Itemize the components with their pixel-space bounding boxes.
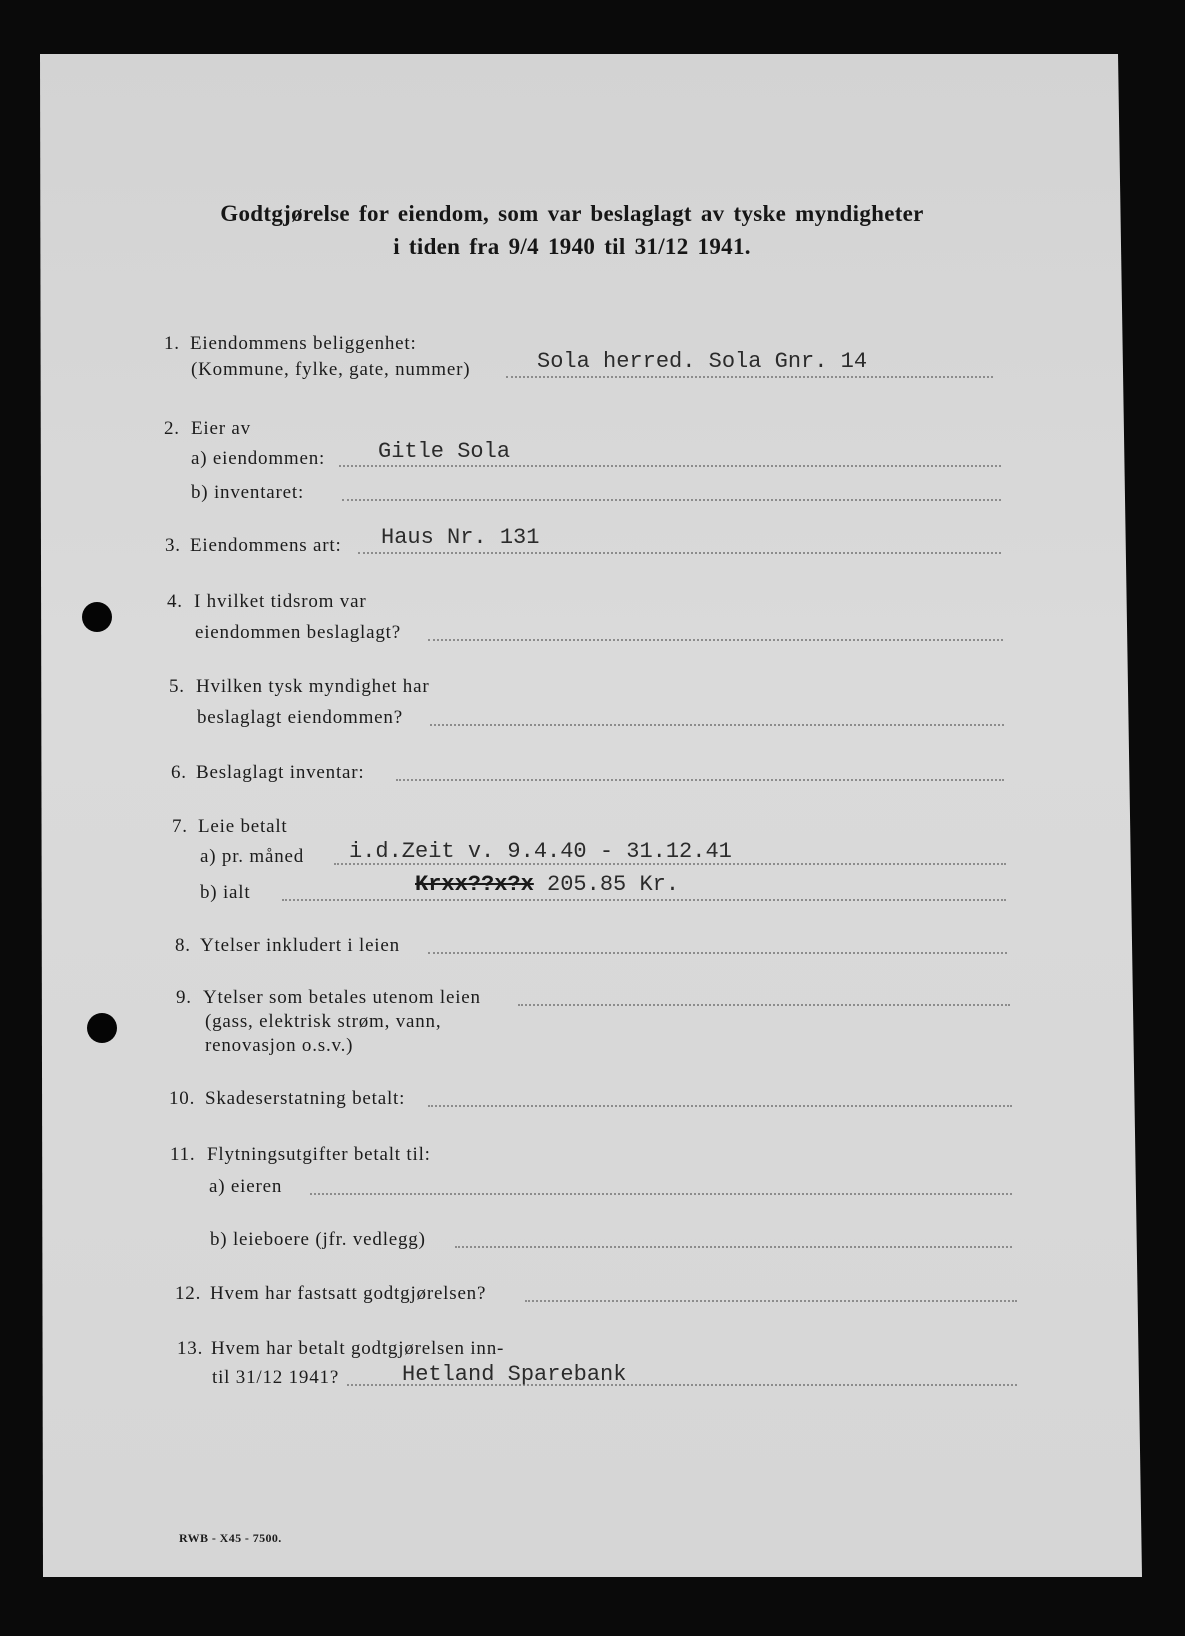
question-number: 11.	[170, 1144, 196, 1165]
typed-answer: 205.85 Kr.	[547, 872, 680, 897]
question-sublabel: (Kommune, fylke, gate, nummer)	[191, 359, 471, 380]
typed-answer: i.d.Zeit v. 9.4.40 - 31.12.41	[349, 839, 732, 864]
question-label: Ytelser som betales utenom leien	[203, 987, 481, 1008]
question-label: Beslaglagt inventar:	[196, 762, 365, 783]
fill-line	[310, 1193, 1012, 1195]
subquestion-a-label: a) pr. måned	[200, 846, 305, 867]
typed-answer: Gitle Sola	[378, 439, 511, 464]
fill-line	[518, 1004, 1010, 1006]
struck-out-text: Krxx??x?x	[415, 872, 534, 897]
question-sublabel: (gass, elektrisk strøm, vann,	[205, 1011, 442, 1032]
question-label: Eier av	[191, 418, 251, 439]
question-number: 1.	[164, 333, 180, 354]
print-code: RWB - X45 - 7500.	[179, 1531, 282, 1545]
question-number: 6.	[171, 762, 187, 783]
question-label: Skadeserstatning betalt:	[205, 1088, 406, 1109]
question-label: Hvilken tysk myndighet har	[196, 676, 430, 697]
question-number: 8.	[175, 935, 191, 956]
fill-line	[430, 724, 1004, 726]
subquestion-b-label: b) ialt	[200, 882, 251, 903]
question-number: 7.	[172, 816, 188, 837]
subquestion-a-label: a) eieren	[209, 1176, 283, 1197]
question-sublabel: renovasjon o.s.v.)	[205, 1035, 354, 1056]
typed-answer: Sola herred. Sola Gnr. 14	[537, 349, 868, 374]
question-label: Eiendommens art:	[190, 535, 342, 556]
fill-line	[396, 779, 1004, 781]
fill-line	[428, 1105, 1012, 1107]
question-label: Hvem har betalt godtgjørelsen inn-	[211, 1338, 505, 1359]
fill-line	[428, 952, 1007, 954]
question-number: 4.	[167, 591, 183, 612]
question-number: 10.	[169, 1088, 196, 1109]
question-number: 12.	[175, 1283, 202, 1304]
question-label: Leie betalt	[198, 816, 288, 837]
question-label-cont: eiendommen beslaglagt?	[195, 622, 401, 643]
subquestion-b-label: b) leieboere (jfr. vedlegg)	[210, 1229, 426, 1250]
question-number: 13.	[177, 1338, 204, 1359]
question-label: I hvilket tidsrom var	[194, 591, 367, 612]
title-line-2: i tiden fra 9/4 1940 til 31/12 1941.	[393, 234, 751, 259]
question-label: Eiendommens beliggenhet:	[190, 333, 417, 354]
fill-line	[428, 639, 1003, 641]
fill-line	[455, 1246, 1012, 1248]
fill-line	[525, 1300, 1017, 1302]
question-number: 5.	[169, 676, 185, 697]
question-number: 3.	[165, 535, 181, 556]
title-line-1: Godtgjørelse for eiendom, som var beslaglagt av tyske myndigheter	[220, 201, 924, 226]
question-label: Ytelser inkludert i leien	[200, 935, 400, 956]
fill-line	[358, 552, 1001, 554]
typed-answer-row	[415, 872, 679, 898]
question-label-cont: beslaglagt eiendommen?	[197, 707, 403, 728]
fill-line	[342, 499, 1001, 501]
fill-line	[339, 465, 1001, 467]
punch-hole	[87, 1013, 117, 1043]
subquestion-b-label: b) inventaret:	[191, 482, 305, 503]
question-label: Flytningsutgifter betalt til:	[207, 1144, 431, 1165]
question-number: 9.	[176, 987, 192, 1008]
question-number: 2.	[164, 418, 180, 439]
question-label: Hvem har fastsatt godtgjørelsen?	[210, 1283, 487, 1304]
question-label-cont: til 31/12 1941?	[212, 1367, 340, 1388]
punch-hole	[82, 602, 112, 632]
fill-line	[282, 899, 1006, 901]
fill-line	[506, 376, 993, 378]
typed-answer: Haus Nr. 131	[381, 525, 540, 550]
typed-answer: Hetland Sparebank	[402, 1362, 627, 1387]
subquestion-a-label: a) eiendommen:	[191, 448, 326, 469]
